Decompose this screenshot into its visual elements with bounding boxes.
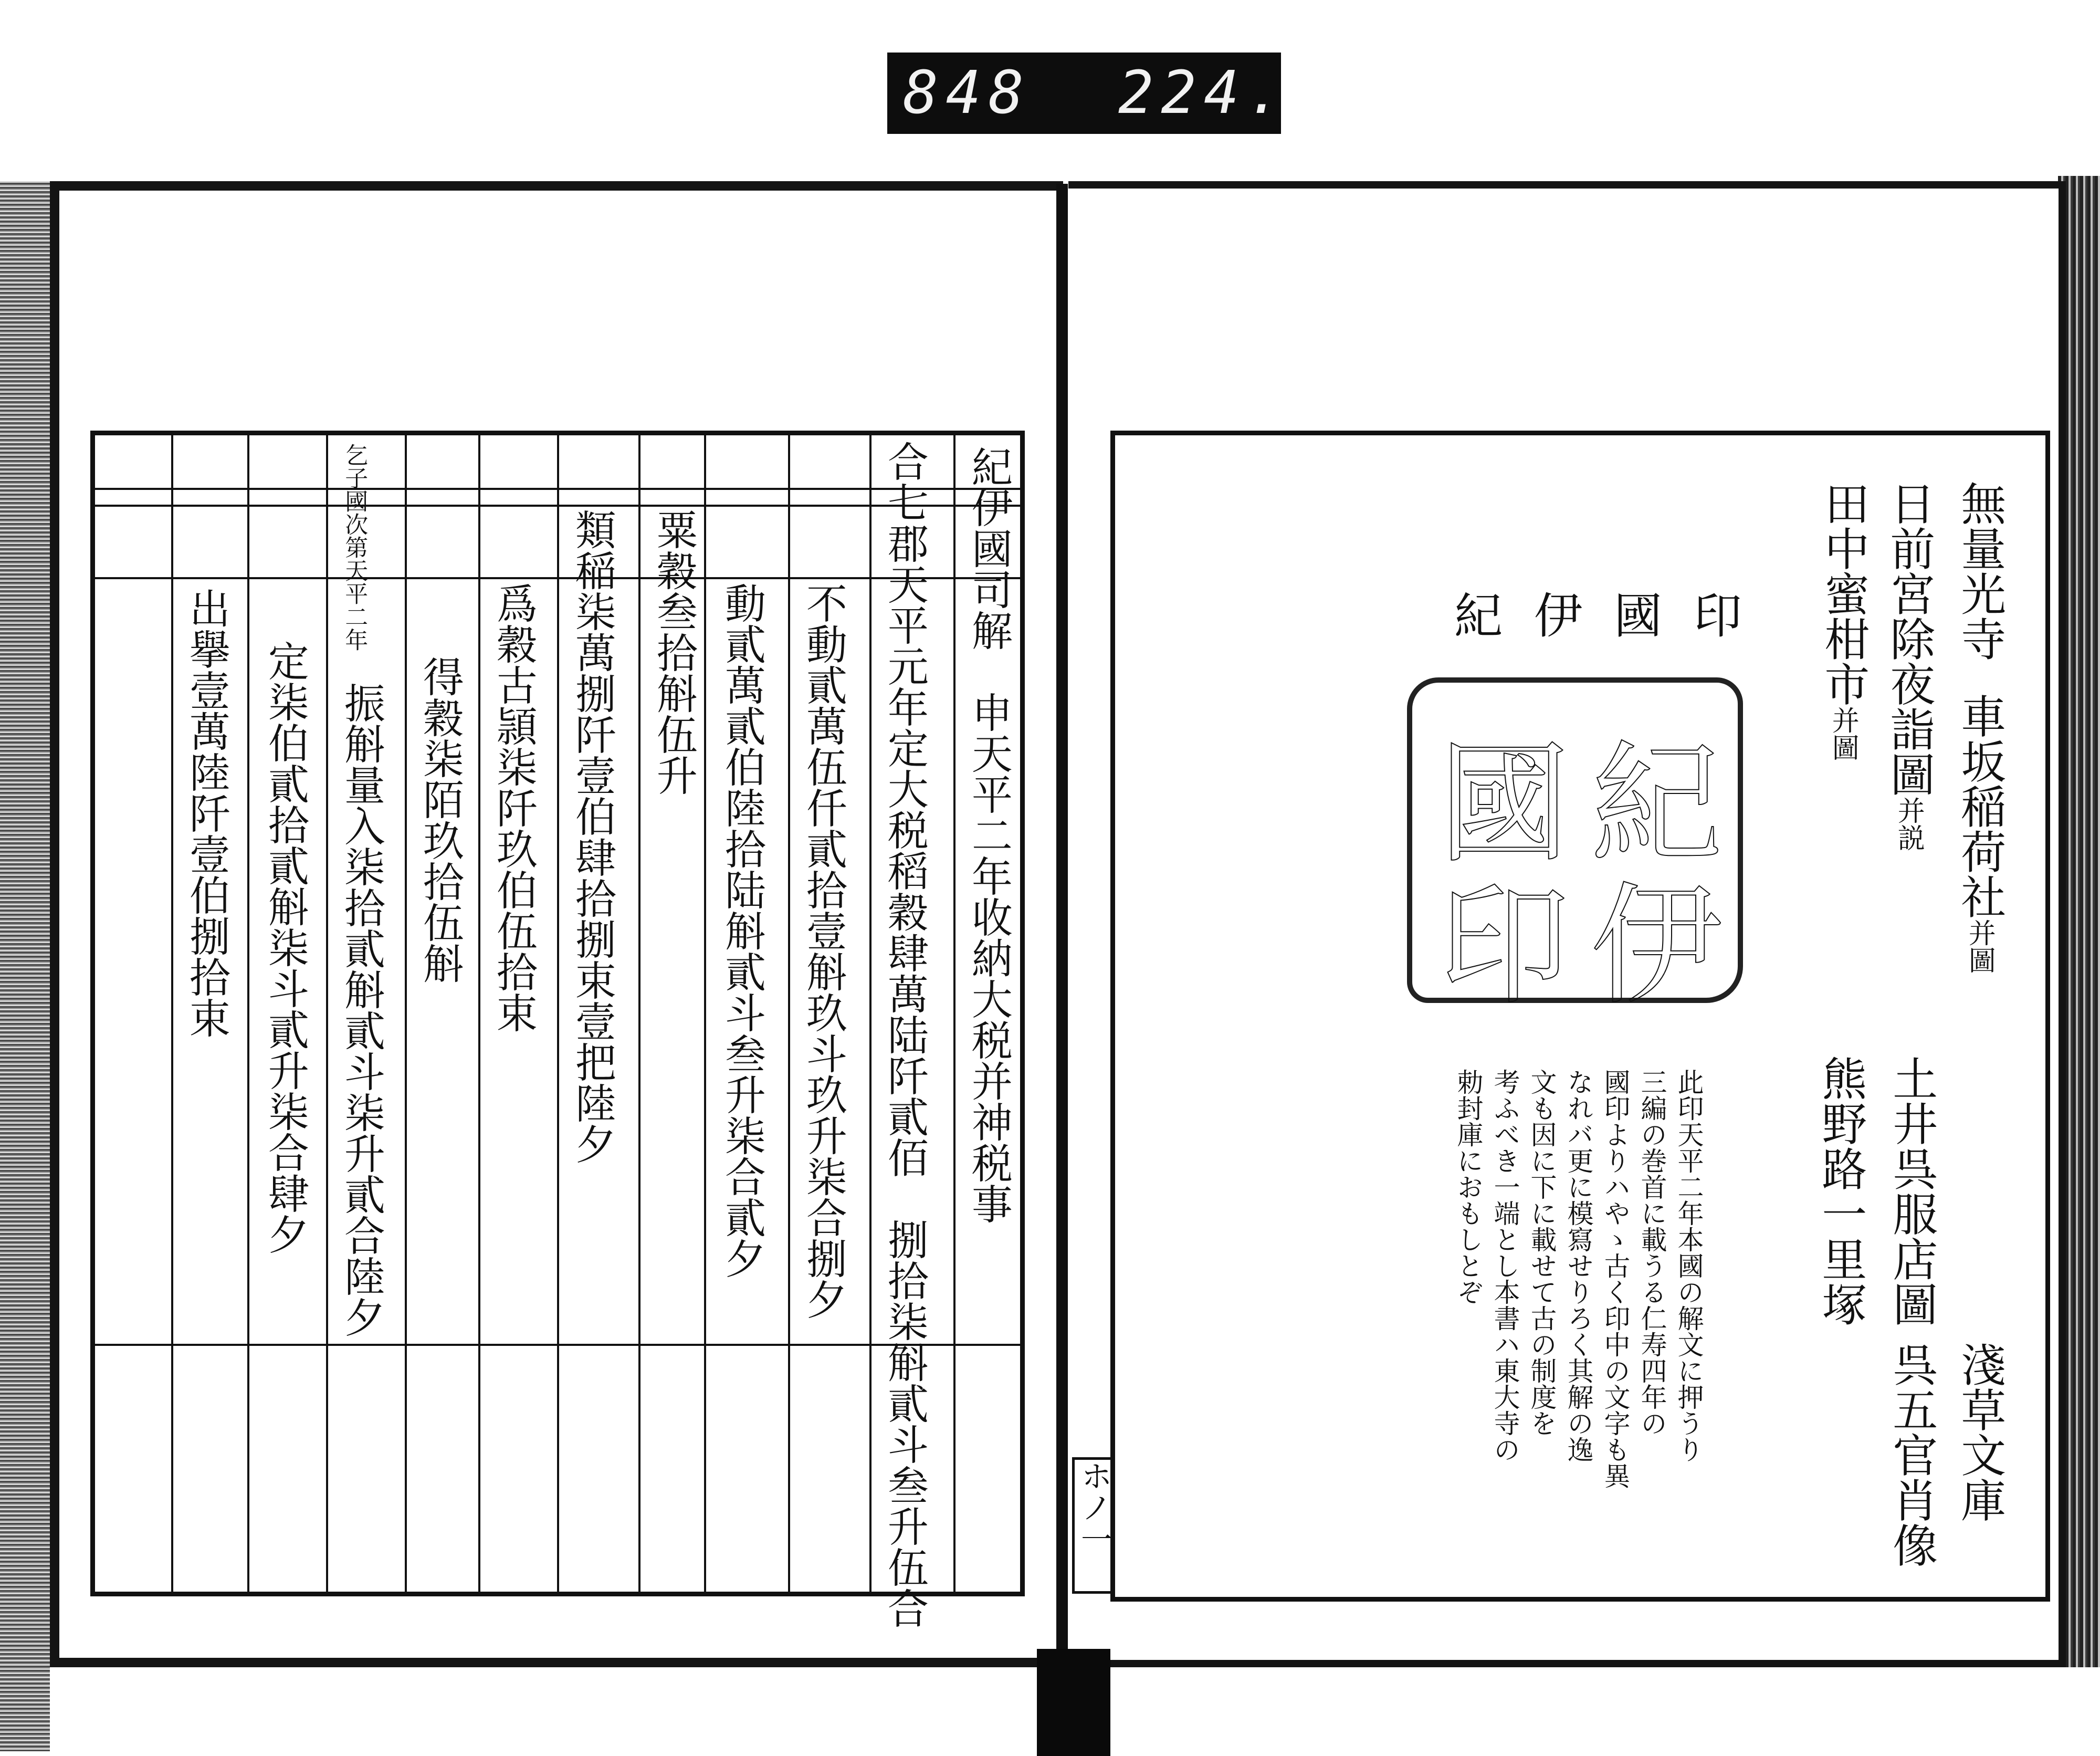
seal-caption: 紀伊國印 — [1454, 588, 1774, 644]
ledger-divider — [478, 435, 480, 1592]
ledger-column-10: 定柒伯貳拾貳斛柒斗貳升柒合肆夕 — [261, 640, 309, 1255]
seal-glyph: 伊 — [1591, 870, 1722, 1022]
title-tanaka-mikan-text: 田中蜜柑市 — [1816, 480, 1870, 706]
title-go-gokan-portrait: 呉五官肖像 — [1885, 1342, 1938, 1567]
frame-number-right: 224. — [1118, 59, 1289, 127]
ledger-divider — [326, 435, 328, 1592]
frame-number-left: 848 — [903, 59, 1032, 127]
ledger-column-1: 紀伊國司解 申天平二年收納大税并神税事 — [964, 446, 1012, 1224]
title-kurumazaka-inari — [1953, 693, 2006, 974]
ledger-divider — [704, 435, 706, 1592]
seal-explanatory-note — [1418, 1069, 1712, 1499]
ledger-divider — [869, 435, 872, 1592]
ledger-divider — [171, 435, 173, 1592]
title-kurumazaka-inari-suffix: 并圖 — [1964, 919, 1996, 974]
ledger-divider — [788, 435, 790, 1592]
frame-number-label — [887, 53, 1289, 134]
title-hinokuma-jingu-text: 日前宮除夜詣圖 — [1882, 480, 1935, 797]
ledger-column-3: 不動貳萬伍仟貳拾壹斛玖斗玖升柒合捌夕 — [799, 582, 847, 1320]
spine-clip — [1037, 1649, 1110, 1756]
title-hinokuma-jingu — [1882, 480, 1935, 851]
page-index-tag: ホノ一 — [1072, 1457, 1113, 1594]
ledger-column-6: 類稲柒萬捌阡壹伯肆拾捌束壹把陸夕 — [568, 509, 616, 1164]
title-tanaka-mikan — [1816, 480, 1870, 761]
note-line: 勅封庫におもしとぞ — [1453, 1069, 1484, 1305]
note-line: 此印天平二年本國の解文に押うり — [1673, 1069, 1704, 1462]
title-doi-gofukuten: 土井呉服店圖 — [1885, 1055, 1938, 1326]
title-asakusa-bunko: 淺草文庫 — [1953, 1342, 2006, 1522]
ledger-marginal-note: 乞子國次第天平二年 — [341, 443, 368, 651]
seal-glyph: 國 — [1438, 728, 1570, 881]
ledger-divider — [953, 435, 956, 1592]
title-kumano-ichirizuka: 熊野路一里塚 — [1814, 1055, 1867, 1326]
title-tanaka-mikan-suffix: 并圖 — [1827, 706, 1859, 761]
ledger-column-4: 動貳萬貳伯陸拾陆斛貳斗叁升柒合貳夕 — [718, 582, 765, 1279]
note-line: 考ふべき一端とし本書ハ東大寺の — [1489, 1069, 1520, 1462]
ledger-column-8: 得穀柒陌玖拾伍斛 — [416, 656, 464, 984]
ledger-column-7: 爲穀古頴柒阡玖伯伍拾束 — [489, 582, 537, 1033]
ledger-column-2: 合七郡天平元年定大税稻穀肆萬陆阡貳佰 捌拾柒斛貳斗叁升伍合 — [880, 441, 928, 1628]
note-line: 文も因に下に載せて古の制度を — [1526, 1069, 1557, 1436]
note-line: 三編の巻首に載うる仁寿四年の — [1636, 1069, 1667, 1436]
ledger-divider — [557, 435, 559, 1592]
title-muryokoji: 無量光寺 — [1953, 480, 2006, 661]
note-line: なれバ更に模寫せりろく其解の逸 — [1563, 1069, 1594, 1462]
seal-glyph: 印 — [1438, 870, 1570, 1022]
ledger-divider — [405, 435, 407, 1592]
title-hinokuma-jingu-suffix: 并説 — [1893, 797, 1925, 851]
ledger-table — [90, 431, 1025, 1628]
kii-province-seal — [1407, 677, 1743, 1022]
ledger-divider — [638, 435, 640, 1592]
note-line: 國印よりハやゝ古く印中の文字も異 — [1600, 1069, 1631, 1489]
seal-glyph: 紀 — [1591, 728, 1722, 881]
book-edge-left — [0, 181, 50, 1751]
ledger-column-11: 出擧壹萬陸阡壹伯捌拾束 — [182, 588, 230, 1038]
ledger-divider — [247, 435, 249, 1592]
book-spine — [1056, 184, 1068, 1754]
seal-glyphs — [1428, 704, 1722, 1022]
ledger-column-9: 振斛量入柒拾貳斛貳斗柒升貳合陸夕 — [337, 682, 385, 1337]
ledger-column-5: 粟穀叁拾斛伍升 — [649, 509, 697, 796]
title-kurumazaka-inari-text: 車坂稲荷社 — [1953, 693, 2006, 919]
